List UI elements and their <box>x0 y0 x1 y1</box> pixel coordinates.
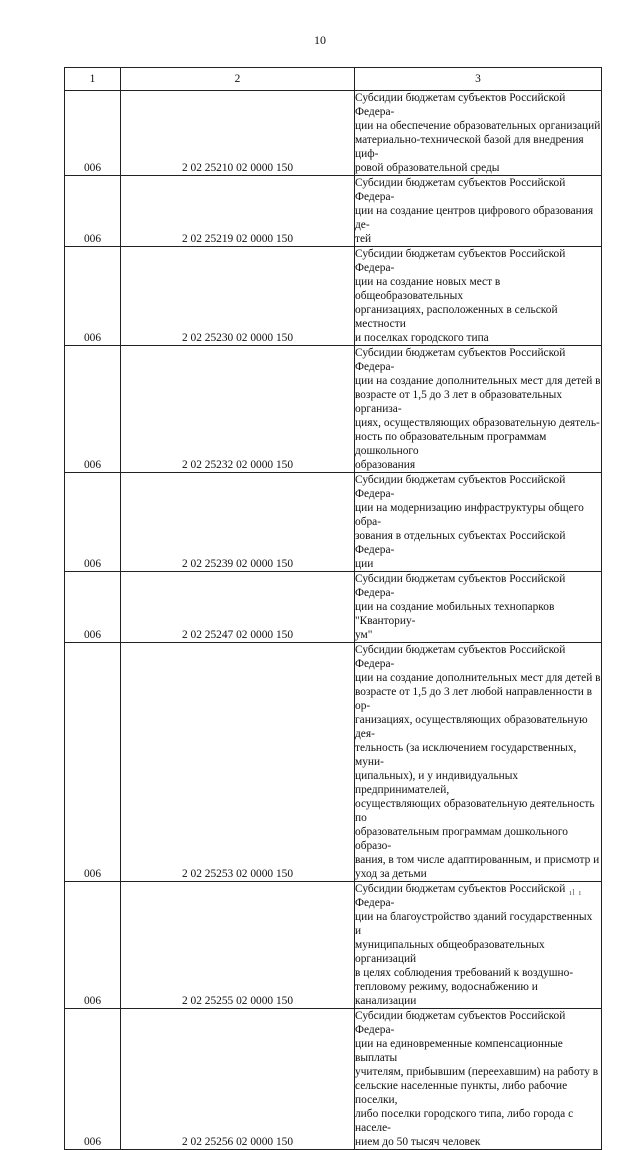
scan-mark: ıl ı <box>569 888 582 897</box>
description-line: организациях, расположенных в сельской местности <box>355 304 558 330</box>
description-line: ции на создание дополнительных мест для детей в <box>355 672 601 684</box>
description-line: материально-технической базой для внедрения циф- <box>355 134 584 160</box>
budget-classification-table <box>64 67 602 1150</box>
description-line: ции на создание центров цифрового образования де- <box>355 205 594 231</box>
description-line: образовательным программам дошкольного образо- <box>355 826 568 852</box>
description-line: либо поселки городского типа, либо города с населе- <box>355 1108 574 1134</box>
description-cell <box>355 643 602 882</box>
table-row <box>65 882 602 1009</box>
description-line: Субсидии бюджетам субъектов Российской Федера- <box>355 347 566 373</box>
admin-code-cell: 006 <box>65 346 121 473</box>
column-header-1: 1 <box>65 68 121 91</box>
description-line: ции на создание мобильных технопарков "Кванториу- <box>355 601 555 627</box>
table-row <box>65 1009 602 1150</box>
description-line: в целях соблюдения требований к воздушно- <box>355 967 574 979</box>
table-row <box>65 473 602 572</box>
description-line: ции на единовременные компенсационные выплаты <box>355 1038 563 1064</box>
description-line: возрасте от 1,5 до 3 лет в образовательных организа- <box>355 389 563 415</box>
admin-code-cell: 006 <box>65 176 121 247</box>
description-line: ции на благоустройство зданий государственных и <box>355 911 593 937</box>
description-line: ции на обеспечение образовательных организаций <box>355 120 601 132</box>
description-line: ровой образовательной среды <box>355 162 500 174</box>
revenue-code-cell: 2 02 25247 02 0000 150 <box>121 572 355 643</box>
description-cell <box>355 176 602 247</box>
description-line: возрасте от 1,5 до 3 лет любой направленности в ор- <box>355 686 593 712</box>
description-line: Субсидии бюджетам субъектов Российской Федера- <box>355 644 566 670</box>
revenue-code-cell: 2 02 25230 02 0000 150 <box>121 247 355 346</box>
description-line: Субсидии бюджетам субъектов Российской Федера- <box>355 573 566 599</box>
revenue-code-cell: 2 02 25253 02 0000 150 <box>121 643 355 882</box>
description-cell <box>355 346 602 473</box>
admin-code-cell: 006 <box>65 1009 121 1150</box>
description-line: ции на создание новых мест в общеобразовательных <box>355 276 501 302</box>
admin-code-cell: 006 <box>65 643 121 882</box>
description-line: ность по образовательным программам дошкольного <box>355 431 547 457</box>
description-line: ганизациях, осуществляющих образовательную дея- <box>355 714 588 740</box>
description-line: Субсидии бюджетам субъектов Российской Федера- <box>355 92 566 118</box>
table-row <box>65 346 602 473</box>
description-cell <box>355 247 602 346</box>
admin-code-cell: 006 <box>65 882 121 1009</box>
table-header-row <box>65 68 602 91</box>
revenue-code-cell: 2 02 25255 02 0000 150 <box>121 882 355 1009</box>
description-line: тей <box>355 233 372 245</box>
table-row <box>65 91 602 176</box>
description-line: зования в отдельных субъектах Российской Федера- <box>355 530 566 556</box>
table-row <box>65 247 602 346</box>
revenue-code-cell: 2 02 25239 02 0000 150 <box>121 473 355 572</box>
description-line: Субсидии бюджетам субъектов Российской Федера- <box>355 883 566 909</box>
description-line: уход за детьми <box>355 868 427 880</box>
description-cell <box>355 473 602 572</box>
description-line: ции на модернизацию инфраструктуры общего обра- <box>355 502 584 528</box>
description-line: ции на создание дополнительных мест для детей в <box>355 375 601 387</box>
revenue-code-cell: 2 02 25219 02 0000 150 <box>121 176 355 247</box>
description-line: Субсидии бюджетам субъектов Российской Федера- <box>355 1010 566 1036</box>
column-header-2: 2 <box>121 68 355 91</box>
table-row <box>65 572 602 643</box>
description-line: Субсидии бюджетам субъектов Российской Федера- <box>355 474 566 500</box>
description-cell <box>355 1009 602 1150</box>
table-row <box>65 176 602 247</box>
table-body <box>65 68 602 1150</box>
revenue-code-cell: 2 02 25256 02 0000 150 <box>121 1009 355 1150</box>
description-line: вания, в том числе адаптированным, и присмотр и <box>355 854 600 866</box>
admin-code-cell: 006 <box>65 572 121 643</box>
revenue-code-cell: 2 02 25210 02 0000 150 <box>121 91 355 176</box>
description-cell <box>355 882 602 1009</box>
description-cell <box>355 91 602 176</box>
description-line: нием до 50 тысяч человек <box>355 1136 481 1148</box>
description-line: тепловому режиму, водоснабжению и канализации <box>355 981 538 1007</box>
description-line: осуществляющих образовательную деятельность по <box>355 798 595 824</box>
description-line: тельность (за исключением государственных, муни- <box>355 742 577 768</box>
description-cell <box>355 572 602 643</box>
description-line: ум" <box>355 629 373 641</box>
description-line: Субсидии бюджетам субъектов Российской Федера- <box>355 177 566 203</box>
description-line: ции <box>355 558 374 570</box>
column-header-3: 3 <box>355 68 602 91</box>
admin-code-cell: 006 <box>65 91 121 176</box>
page-number: 10 <box>314 33 326 47</box>
description-line: образования <box>355 459 416 471</box>
description-line: учителям, прибывшим (переехавшим) на работу в <box>355 1066 599 1078</box>
description-line: Субсидии бюджетам субъектов Российской Федера- <box>355 248 566 274</box>
description-line: муниципальных общеобразовательных организаций <box>355 939 545 965</box>
revenue-code-cell: 2 02 25232 02 0000 150 <box>121 346 355 473</box>
description-line: циях, осуществляющих образовательную деятель- <box>355 417 600 429</box>
description-line: и поселках городского типа <box>355 332 489 344</box>
description-line: сельские населенные пункты, либо рабочие поселки, <box>355 1080 568 1106</box>
description-line: ципальных), и у индивидуальных предпринимателей, <box>355 770 519 796</box>
admin-code-cell: 006 <box>65 473 121 572</box>
table-row <box>65 643 602 882</box>
admin-code-cell: 006 <box>65 247 121 346</box>
